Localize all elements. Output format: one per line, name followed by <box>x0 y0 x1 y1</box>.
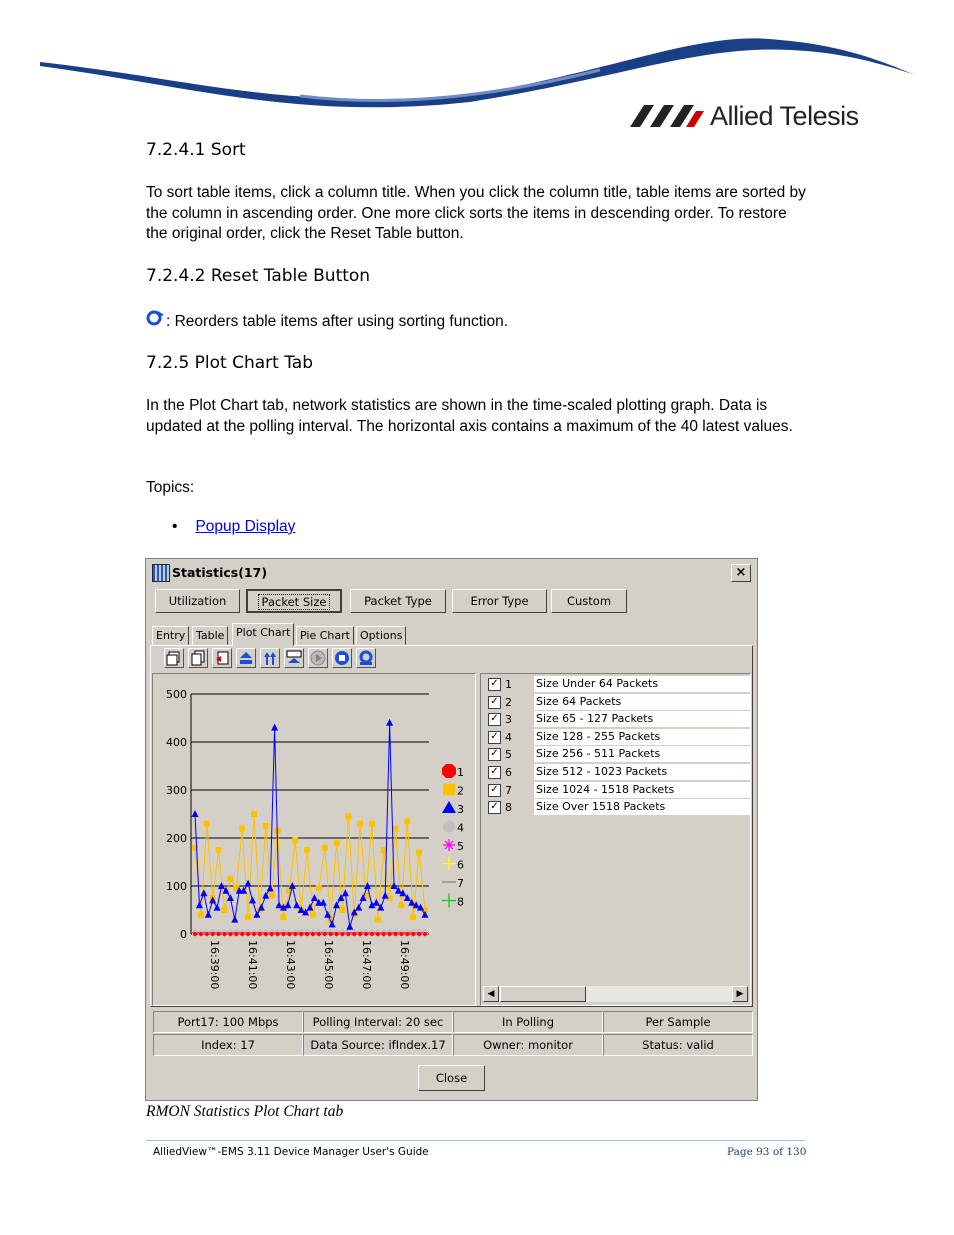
grid-app-icon <box>152 564 170 582</box>
status-polling-interval: Polling Interval: 20 sec <box>303 1011 453 1033</box>
series-checkbox[interactable]: ✓ <box>488 696 501 709</box>
legend-symbol <box>442 764 456 778</box>
data-point <box>352 932 356 936</box>
data-point <box>376 932 380 936</box>
scroll-right-icon[interactable]: ▶ <box>732 986 748 1002</box>
data-point <box>375 917 381 923</box>
data-point <box>214 904 221 911</box>
logo-text: Allied Telesis <box>710 100 859 131</box>
y-tick-label: 100 <box>166 880 187 893</box>
tab-options[interactable]: Options <box>356 626 406 645</box>
data-point <box>293 932 297 936</box>
data-point <box>304 847 310 853</box>
utilization-button[interactable]: Utilization <box>155 589 240 613</box>
status-index: Index: 17 <box>153 1034 303 1056</box>
series-number: 3 <box>505 713 512 727</box>
close-button[interactable]: Close <box>418 1065 485 1091</box>
data-point <box>358 932 362 936</box>
data-point <box>335 932 339 936</box>
series-checkbox[interactable]: ✓ <box>488 784 501 797</box>
data-point <box>405 932 409 936</box>
data-point <box>386 719 393 726</box>
data-point <box>240 932 244 936</box>
horizontal-scrollbar[interactable] <box>483 986 748 1002</box>
heading-plot-chart-tab: 7.2.5 Plot Chart Tab <box>146 353 314 373</box>
data-point <box>364 932 368 936</box>
series-checkbox[interactable]: ✓ <box>488 678 501 691</box>
footer-divider <box>146 1140 805 1141</box>
legend-label: 7 <box>457 877 464 890</box>
data-point <box>305 932 309 936</box>
arrows-up-icon[interactable] <box>260 648 280 668</box>
clock-icon[interactable] <box>284 648 304 668</box>
tab-pie-chart[interactable]: Pie Chart <box>296 626 354 645</box>
data-point <box>252 932 256 936</box>
status-per-sample: Per Sample <box>603 1011 753 1033</box>
line-chart <box>153 674 475 1005</box>
refresh-icon[interactable] <box>356 648 376 668</box>
series-number: 8 <box>505 801 512 815</box>
data-point <box>329 932 333 936</box>
topics-label: Topics: <box>146 479 195 496</box>
y-tick-label: 500 <box>166 688 187 701</box>
data-point <box>200 889 207 896</box>
data-point <box>198 912 204 918</box>
data-point <box>411 932 415 936</box>
footer-page-number: Page 93 of 130 <box>727 1146 807 1158</box>
status-port: Port17: 100 Mbps <box>153 1011 303 1033</box>
legend-label: 3 <box>457 803 464 816</box>
data-point <box>292 837 298 843</box>
scroll-thumb[interactable] <box>500 986 586 1002</box>
data-point <box>323 932 327 936</box>
data-point <box>399 932 403 936</box>
series-row[interactable] <box>483 711 750 729</box>
data-point <box>264 932 268 936</box>
dialog-title: Statistics(17) <box>172 565 268 580</box>
data-point <box>245 914 251 920</box>
data-point <box>276 901 283 908</box>
data-point <box>416 849 422 855</box>
series-checkbox[interactable]: ✓ <box>488 801 501 814</box>
data-point <box>346 932 350 936</box>
series-number: 6 <box>505 766 512 779</box>
data-point <box>317 932 321 936</box>
data-point <box>316 885 322 891</box>
series-row[interactable] <box>483 729 750 747</box>
data-point <box>355 904 362 911</box>
series-label: Size 128 - 255 Packets <box>534 729 750 745</box>
data-point <box>333 901 340 908</box>
popup-display-link[interactable]: Popup Display <box>195 518 296 535</box>
status-in-polling: In Polling <box>453 1011 603 1033</box>
data-point <box>393 825 399 831</box>
tab-plot-chart[interactable]: Plot Chart <box>232 623 294 646</box>
data-point <box>192 810 199 817</box>
series-number: 7 <box>505 783 512 797</box>
series-row[interactable] <box>483 746 750 764</box>
legend-symbol <box>442 801 456 813</box>
data-point <box>404 818 410 824</box>
data-point <box>249 896 256 903</box>
legend-symbol <box>443 784 455 796</box>
series-checkbox[interactable]: ✓ <box>488 766 501 779</box>
data-point <box>287 932 291 936</box>
data-point <box>417 932 421 936</box>
data-point <box>263 823 269 829</box>
data-point <box>284 901 291 908</box>
data-point <box>340 932 344 936</box>
series-row[interactable] <box>483 764 750 782</box>
y-tick-label: 200 <box>166 832 187 845</box>
data-point <box>216 847 222 853</box>
heading-sort: 7.2.4.1 Sort <box>146 140 246 160</box>
data-point <box>276 932 280 936</box>
status-owner: Owner: monitor <box>453 1034 603 1056</box>
series-label: Size 256 - 511 Packets <box>534 746 750 762</box>
data-point <box>369 821 375 827</box>
series-number: 1 <box>505 678 512 691</box>
data-point <box>221 907 227 913</box>
upload-icon[interactable] <box>236 648 256 668</box>
series-number: 2 <box>505 695 512 709</box>
packet-type-button[interactable]: Packet Type <box>350 589 446 613</box>
scroll-left-icon[interactable]: ◀ <box>483 986 499 1002</box>
stop-icon[interactable] <box>332 648 352 668</box>
footer-guide-title: AlliedView™-EMS 3.11 Device Manager User's Guide <box>153 1146 429 1158</box>
series-label: Size 512 - 1023 Packets <box>534 764 750 780</box>
data-point <box>228 932 232 936</box>
y-tick-label: 0 <box>180 928 187 941</box>
legend-symbol <box>442 857 456 871</box>
figure-caption: RMON Statistics Plot Chart tab <box>146 1103 344 1120</box>
undo-icon[interactable] <box>212 648 232 668</box>
legend-label: 4 <box>457 821 464 835</box>
series-row[interactable] <box>483 799 750 817</box>
dialog-titlebar <box>148 561 755 583</box>
play-icon[interactable] <box>308 648 328 668</box>
data-point <box>193 932 197 936</box>
data-point <box>222 932 226 936</box>
data-point <box>227 876 233 882</box>
x-tick-label: 16:43:00 <box>284 940 297 990</box>
series-checkbox[interactable]: ✓ <box>488 748 501 761</box>
data-point <box>311 932 315 936</box>
statistics-dialog <box>145 558 758 1101</box>
series-row[interactable] <box>483 694 750 712</box>
data-point <box>239 825 245 831</box>
data-point <box>251 811 257 817</box>
tab-table[interactable]: Table <box>192 626 228 645</box>
data-point <box>227 894 234 901</box>
plot-chart-area <box>152 673 476 1006</box>
series-row[interactable] <box>483 676 750 694</box>
data-point <box>199 932 203 936</box>
legend-label: 2 <box>457 784 464 798</box>
data-point <box>345 813 351 819</box>
data-point <box>388 932 392 936</box>
x-tick-label: 16:45:00 <box>322 940 335 990</box>
data-point <box>398 902 404 908</box>
legend-label: 6 <box>457 858 464 872</box>
data-point <box>339 907 345 913</box>
data-point <box>280 914 286 920</box>
data-point <box>322 845 328 851</box>
data-point <box>205 932 209 936</box>
legend-label: 5 <box>457 840 464 853</box>
custom-button[interactable]: Custom <box>551 589 627 613</box>
data-point <box>234 932 238 936</box>
stack-icon[interactable] <box>164 648 184 668</box>
heading-reset-table: 7.2.4.2 Reset Table Button <box>146 266 371 286</box>
data-point <box>357 821 363 827</box>
data-point <box>211 932 215 936</box>
y-tick-label: 300 <box>166 784 187 797</box>
topics-list: • Popup Display <box>172 518 296 535</box>
series-label: Size Over 1518 Packets <box>534 799 750 815</box>
x-tick-label: 16:41:00 <box>246 940 259 990</box>
data-point <box>394 932 398 936</box>
copy-icon[interactable] <box>188 648 208 668</box>
data-point <box>270 932 274 936</box>
series-checkbox[interactable]: ✓ <box>488 713 501 726</box>
data-point <box>410 914 416 920</box>
tab-entry[interactable]: Entry <box>152 626 189 645</box>
error-type-button[interactable]: Error Type <box>452 589 547 613</box>
series-number: 4 <box>505 730 512 744</box>
data-point <box>310 912 316 918</box>
data-point <box>269 893 275 899</box>
series-checkbox[interactable]: ✓ <box>488 731 501 744</box>
data-point <box>205 911 212 918</box>
data-point <box>246 932 250 936</box>
series-label: Size 64 Packets <box>534 694 750 710</box>
series-label: Size Under 64 Packets <box>534 676 750 692</box>
series-label: Size 1024 - 1518 Packets <box>534 782 750 798</box>
data-point <box>258 932 262 936</box>
reset-table-paragraph: : Reorders table items after using sorting function. <box>166 313 509 330</box>
data-point <box>281 932 285 936</box>
series-number: 5 <box>505 748 512 762</box>
x-tick-label: 16:39:00 <box>208 940 221 990</box>
series-row[interactable] <box>483 782 750 800</box>
series-label: Size 65 - 127 Packets <box>534 711 750 727</box>
legend-label: 1 <box>457 766 464 779</box>
series-list <box>480 673 751 1006</box>
packet-size-button[interactable] <box>246 589 342 613</box>
legend-symbol <box>443 839 455 851</box>
data-point <box>423 932 427 936</box>
data-point <box>204 821 210 827</box>
data-point <box>370 932 374 936</box>
close-icon[interactable]: × <box>731 564 751 582</box>
data-point <box>382 932 386 936</box>
data-point <box>334 840 340 846</box>
x-tick-label: 16:47:00 <box>360 940 373 990</box>
y-tick-label: 400 <box>166 736 187 749</box>
logo-mark-icon <box>630 103 704 129</box>
data-point <box>262 892 269 899</box>
status-valid: Status: valid <box>603 1034 753 1056</box>
data-point <box>299 932 303 936</box>
status-data-source: Data Source: ifIndex.17 <box>303 1034 453 1056</box>
plot-chart-paragraph: In the Plot Chart tab, network statistics are shown in the time-scaled plotting graph. Data is updated at the polling interval. The horizontal axis contains a maximum of the 40 latest values. <box>146 397 793 435</box>
sort-paragraph: To sort table items, click a column title. When you click the column title, table items are sorted by the column in ascending order. One more click sorts the items in descending order. To restore the original order, click the Reset Table button. <box>146 184 806 242</box>
data-point <box>320 899 327 906</box>
data-point <box>293 901 300 908</box>
x-tick-label: 16:49:00 <box>398 940 411 990</box>
packet-size-label: Packet Size <box>258 594 331 610</box>
data-point <box>217 932 221 936</box>
legend-label: 8 <box>457 895 464 909</box>
data-point <box>231 916 238 923</box>
data-point <box>271 724 278 731</box>
legend-symbol <box>442 894 456 908</box>
legend-symbol <box>443 821 455 833</box>
data-point <box>342 889 349 896</box>
data-point <box>346 923 353 930</box>
reset-table-icon <box>146 309 166 332</box>
allied-telesis-logo <box>630 100 859 132</box>
